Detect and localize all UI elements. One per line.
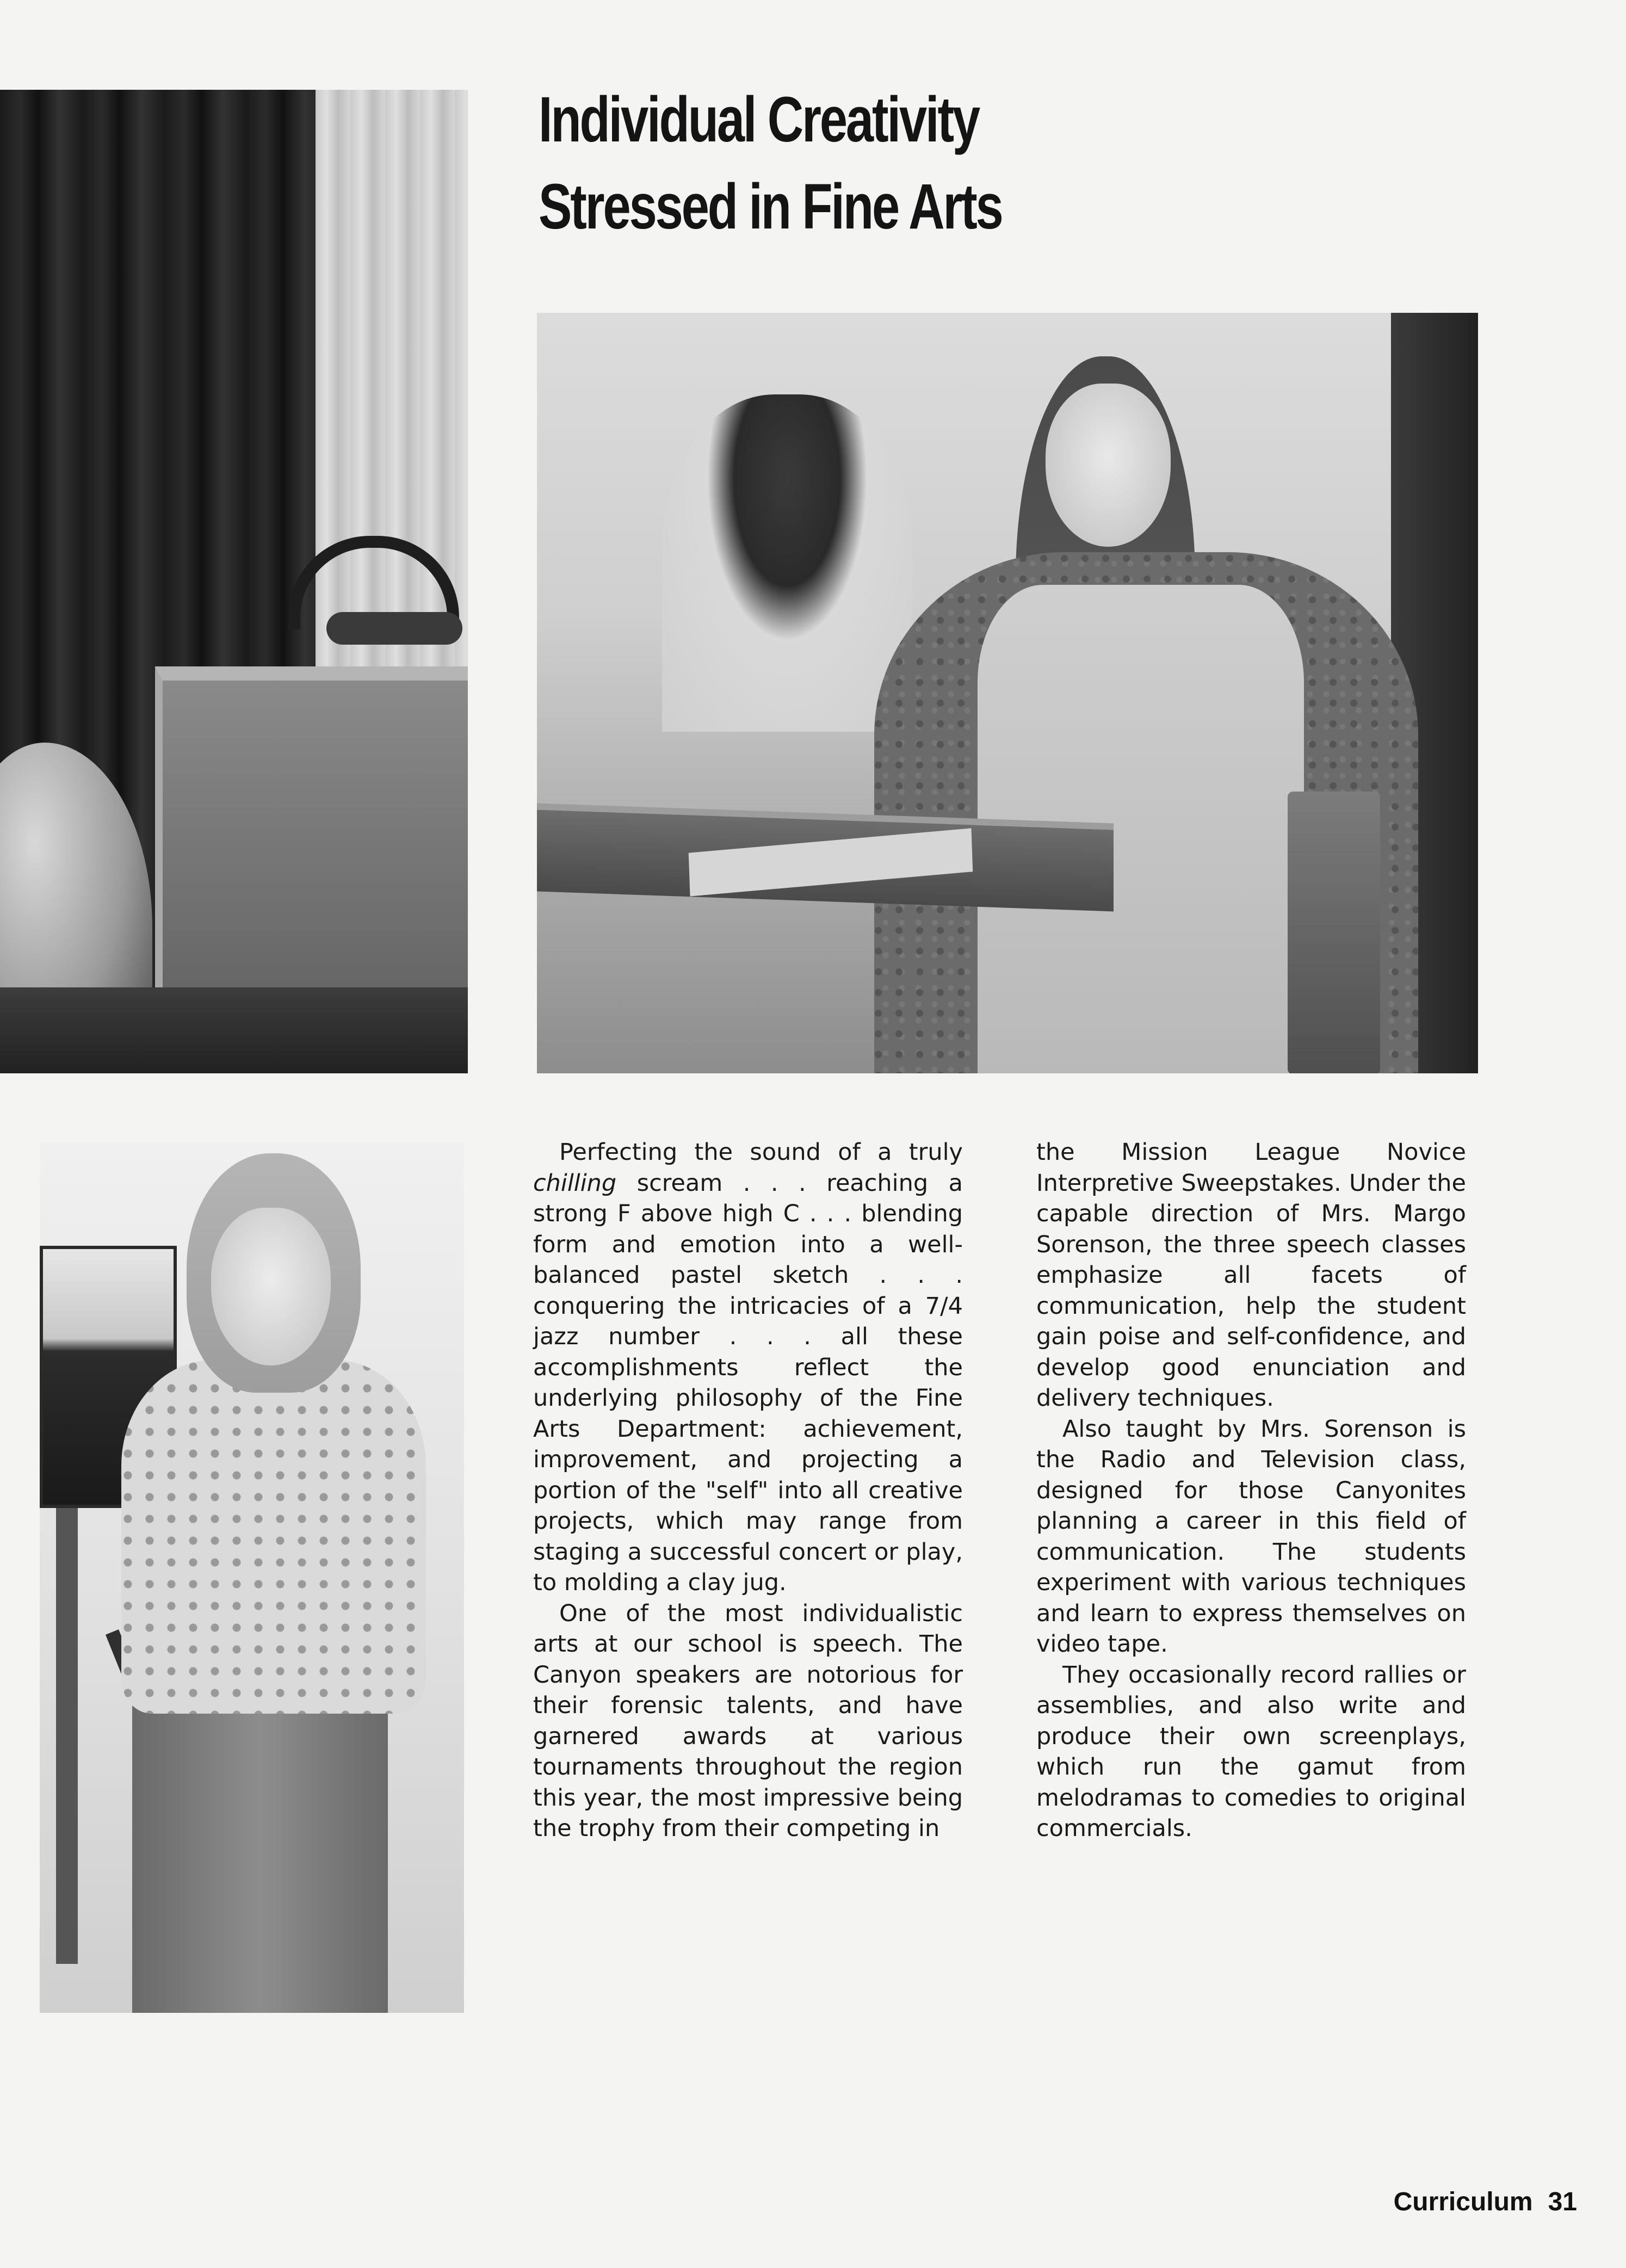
student-jeans (132, 1692, 388, 2013)
article-paragraph: One of the most individualistic arts at our school is speech. The Canyon speakers are notorious for their forensic talents, and have garnered awards at various tournaments throughout the region this year, the most impressive being the trophy from their competing in (533, 1599, 963, 1842)
student-face (211, 1208, 331, 1365)
paragraph-text: Perfecting the sound of a truly (559, 1139, 963, 1166)
page-footer (1394, 2187, 1577, 2217)
page-number: 31 (1548, 2187, 1577, 2216)
seated-student (662, 394, 912, 732)
article-paragraph: Also taught by Mrs. Sorenson is the Radio and Television class, designed for those Canyonites planning a career in this field of communication. The students experiment with various techniques and learn to express themselves on video tape. (1036, 1415, 1466, 1658)
photo-tv-console-curtains (0, 90, 468, 1073)
article-column-1 (533, 1137, 963, 1844)
article-paragraph (533, 1137, 963, 1598)
tape-reel (326, 612, 462, 645)
article-column-2 (1036, 1137, 1466, 1844)
chair (1288, 792, 1380, 1073)
emphasized-word: chilling (533, 1169, 617, 1197)
student-shirt (121, 1360, 426, 1714)
photo-classroom-students (537, 313, 1478, 1073)
title-line-1: Individual Creativity (539, 84, 979, 156)
section-label: Curriculum (1393, 2187, 1533, 2216)
smiling-student-face (1046, 384, 1171, 547)
article-paragraph-continued: the Mission League Novice Interpretive Sweepstakes. Under the capable direction of Mrs. Margo Sorenson, the three speech classes emphasize all facets of communication, help the student gain poise and self-confidence, and develop good enunciation and delivery techniques. (1036, 1139, 1466, 1412)
article-paragraph: They occasionally record rallies or assemblies, and also write and produce their own screenplays, which run the gamut from melodramas to comedies to original commercials. (1036, 1661, 1466, 1842)
tripod (56, 1501, 78, 1964)
floor (0, 987, 468, 1073)
photo-student-with-camera (40, 1142, 464, 2013)
title-line-2: Stressed in Fine Arts (539, 171, 1002, 243)
paragraph-text: scream . . . reaching a strong F above high C . . . blending form and emotion into a well-balanced pastel sketch . . . conquering the intricacies of a 7/4 jazz number . . . all these accomplishments reflect the underlying philosophy of the Fine Arts Department: achievement, improvement, and projecting a portion of the "self" into all creative projects, which may range from staging a successful concert or play, to molding a clay jug. (533, 1169, 963, 1596)
page-title (539, 76, 1175, 250)
